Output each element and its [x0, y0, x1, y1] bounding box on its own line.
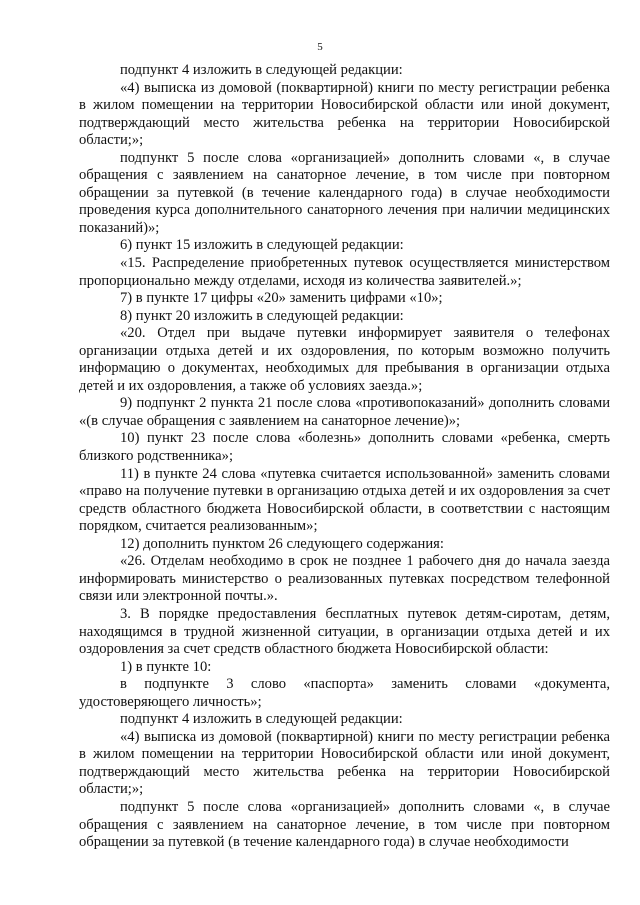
paragraph: подпункт 5 после слова «организацией» дополнить словами «, в случае обращения с заявлением на санаторное лечение, в том числе при повторном обращении за путевкой (в течение календарного года) в случае необходимости проведения курса дополнительного санаторного лечения при наличии медицинских показаний)»; — [79, 149, 610, 236]
paragraph: 11) в пункте 24 слова «путевка считается использованной» заменить словами «право на получение путевки в организацию отдыха детей и их оздоровления за счет средств областного бюджета Новосибирской области, в соответствии с настоящим порядком, считается реализованным»; — [79, 465, 610, 535]
paragraph: «4) выписка из домовой (поквартирной) книги по месту регистрации ребенка в жилом помещении на территории Новосибирской области или иной документ, подтверждающий место жительства ребенка на территории Новосибирской области;»; — [79, 79, 610, 149]
paragraph: 10) пункт 23 после слова «болезнь» дополнить словами «ребенка, смерть близкого родственника»; — [79, 430, 610, 465]
paragraph: 6) пункт 15 изложить в следующей редакции: — [120, 237, 404, 254]
paragraph: 8) пункт 20 изложить в следующей редакции: — [120, 307, 404, 324]
paragraph: «15. Распределение приобретенных путевок осуществляется министерством пропорционально между отделами, исходя из количества заявителей.»; — [79, 255, 610, 289]
paragraph: «4) выписка из домовой (поквартирной) книги по месту регистрации ребенка в жилом помещении на территории Новосибирской области или иной документ, подтверждающий место жительства ребенка на территории Новосибирской области;»; — [79, 728, 610, 798]
paragraph: «20. Отдел при выдаче путевки информирует заявителя о телефонах организации отдыха детей и их оздоровления, по которым возможно получить информацию о документах, необходимых для пребывания в организации отдыха детей и их оздоровления, а также об условиях заезда.»; — [79, 325, 610, 394]
paragraph: «26. Отделам необходимо в срок не позднее 1 рабочего дня до начала заезда информировать министерство о реализованных путевках посредством телефонной связи или электронной почты.». — [79, 553, 610, 605]
document-body — [79, 62, 610, 852]
paragraph: подпункт 4 изложить в следующей редакции: — [120, 62, 403, 78]
paragraph: 9) подпункт 2 пункта 21 после слова «противопоказаний» дополнить словами «(в случае обращения с заявлением на санаторное лечение)»; — [79, 395, 610, 429]
paragraph: в подпункте 3 слово «паспорта» заменить словами «документа, удостоверяющего личность»; — [79, 676, 610, 710]
paragraph: 3. В порядке предоставления бесплатных путевок детям-сиротам, детям, находящимся в трудной жизненной ситуации, в организации отдыха детей и их оздоровления за счет средств областного бюджета Новосибирской области: — [79, 605, 610, 658]
paragraph: 12) дополнить пунктом 26 следующего содержания: — [120, 535, 444, 552]
paragraph: подпункт 4 изложить в следующей редакции: — [120, 711, 403, 728]
paragraph: 1) в пункте 10: — [120, 658, 212, 675]
paragraph: 7) в пункте 17 цифры «20» заменить цифрами «10»; — [120, 290, 443, 307]
page-number: 5 — [317, 41, 323, 53]
paragraph: подпункт 5 после слова «организацией» дополнить словами «, в случае обращения с заявлением на санаторное лечение, в том числе при повторном обращении за путевкой (в течение календарного года) в случае необходимости — [79, 798, 610, 851]
